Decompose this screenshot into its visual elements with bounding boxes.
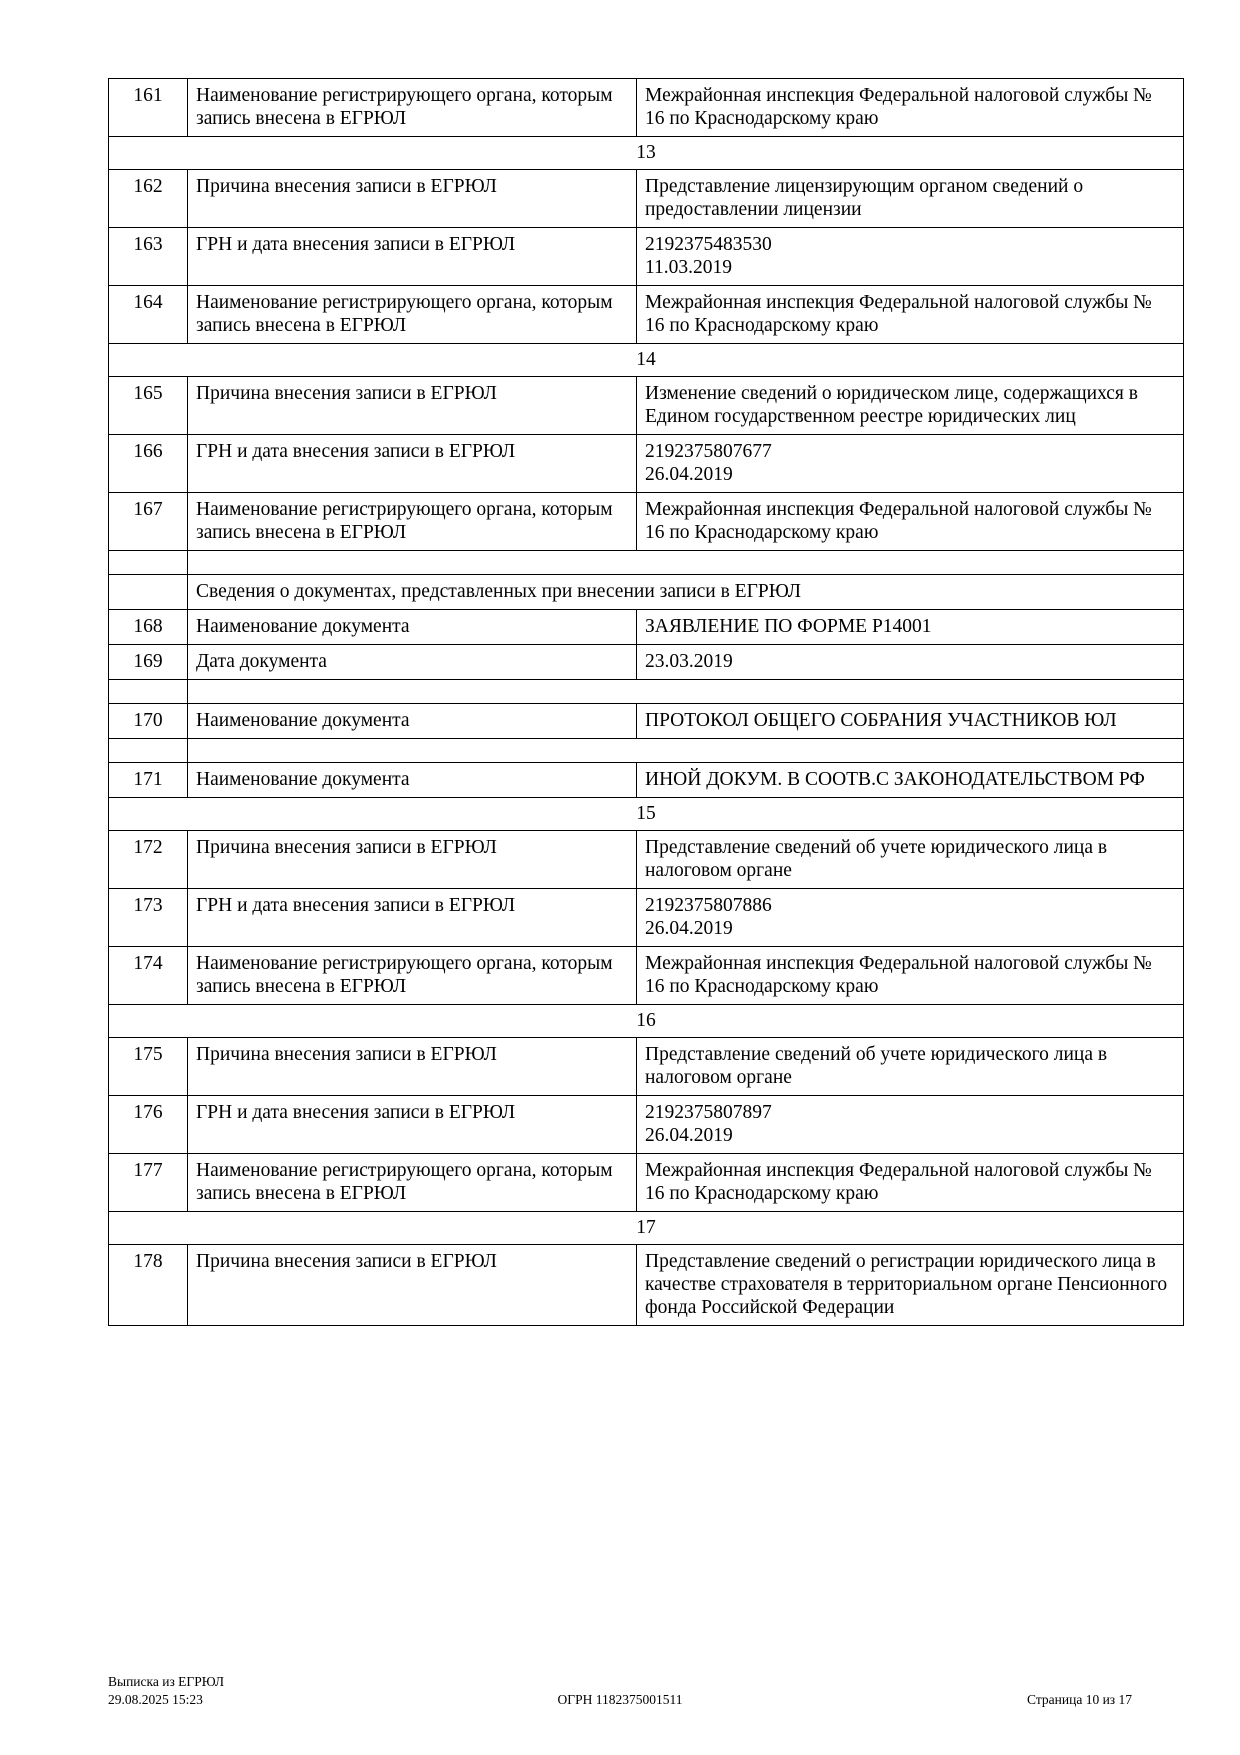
row-label: Наименование документа <box>188 610 637 645</box>
row-value: ПРОТОКОЛ ОБЩЕГО СОБРАНИЯ УЧАСТНИКОВ ЮЛ <box>637 704 1184 739</box>
row-value: Межрайонная инспекция Федеральной налоговой службы № 16 по Краснодарскому краю <box>637 79 1184 137</box>
row-value: Представление сведений об учете юридического лица в налоговом органе <box>637 1038 1184 1096</box>
egrul-records-table <box>108 78 1184 1326</box>
row-number: 165 <box>109 377 188 435</box>
footer-datetime: 29.08.2025 15:23 <box>108 1692 203 1707</box>
sub-header-row <box>109 575 1184 610</box>
spacer-cell-number <box>109 739 188 763</box>
table-row <box>109 610 1184 645</box>
row-value: 23.03.2019 <box>637 645 1184 680</box>
table-row <box>109 1154 1184 1212</box>
row-number: 175 <box>109 1038 188 1096</box>
row-number: 168 <box>109 610 188 645</box>
row-label: Дата документа <box>188 645 637 680</box>
table-row <box>109 763 1184 798</box>
spacer-row <box>109 551 1184 575</box>
spacer-cell <box>188 680 1184 704</box>
row-number: 178 <box>109 1245 188 1326</box>
footer-row-meta <box>108 1691 1132 1709</box>
table-row <box>109 1038 1184 1096</box>
table-row <box>109 645 1184 680</box>
row-label: Причина внесения записи в ЕГРЮЛ <box>188 377 637 435</box>
row-number: 173 <box>109 889 188 947</box>
section-divider-row <box>109 798 1184 831</box>
row-label: Наименование регистрирующего органа, которым запись внесена в ЕГРЮЛ <box>188 1154 637 1212</box>
table-row <box>109 493 1184 551</box>
table-row <box>109 228 1184 286</box>
row-number: 167 <box>109 493 188 551</box>
table-row <box>109 1096 1184 1154</box>
row-number: 162 <box>109 170 188 228</box>
row-value: Представление сведений об учете юридического лица в налоговом органе <box>637 831 1184 889</box>
row-value: 2192375483530 11.03.2019 <box>637 228 1184 286</box>
row-label: Наименование документа <box>188 704 637 739</box>
row-number: 166 <box>109 435 188 493</box>
table-row <box>109 1245 1184 1326</box>
spacer-row <box>109 739 1184 763</box>
table-row <box>109 704 1184 739</box>
row-value: 2192375807677 26.04.2019 <box>637 435 1184 493</box>
row-number: 174 <box>109 947 188 1005</box>
row-value: Межрайонная инспекция Федеральной налоговой службы № 16 по Краснодарскому краю <box>637 947 1184 1005</box>
table-body <box>109 79 1184 1326</box>
section-number: 16 <box>109 1005 1184 1038</box>
footer-page-number: Страница 10 из 17 <box>1027 1692 1132 1707</box>
table-row <box>109 170 1184 228</box>
row-label: Наименование регистрирующего органа, которым запись внесена в ЕГРЮЛ <box>188 493 637 551</box>
row-label: Наименование регистрирующего органа, которым запись внесена в ЕГРЮЛ <box>188 947 637 1005</box>
section-divider-row <box>109 137 1184 170</box>
spacer-row <box>109 680 1184 704</box>
row-value: ЗАЯВЛЕНИЕ ПО ФОРМЕ Р14001 <box>637 610 1184 645</box>
sub-header-text: Сведения о документах, представленных при внесении записи в ЕГРЮЛ <box>188 575 1184 610</box>
row-number: 170 <box>109 704 188 739</box>
row-label: Причина внесения записи в ЕГРЮЛ <box>188 1038 637 1096</box>
table-row <box>109 377 1184 435</box>
row-value: 2192375807897 26.04.2019 <box>637 1096 1184 1154</box>
row-label: ГРН и дата внесения записи в ЕГРЮЛ <box>188 228 637 286</box>
row-value: Межрайонная инспекция Федеральной налоговой службы № 16 по Краснодарскому краю <box>637 493 1184 551</box>
row-value: Межрайонная инспекция Федеральной налоговой службы № 16 по Краснодарскому краю <box>637 286 1184 344</box>
table-row <box>109 286 1184 344</box>
footer-row-title <box>108 1673 1132 1691</box>
row-label: Наименование документа <box>188 763 637 798</box>
spacer-cell-number <box>109 680 188 704</box>
row-label: Причина внесения записи в ЕГРЮЛ <box>188 1245 637 1326</box>
row-label: ГРН и дата внесения записи в ЕГРЮЛ <box>188 1096 637 1154</box>
spacer-cell <box>188 739 1184 763</box>
sub-header-spacer <box>109 575 188 610</box>
row-label: Причина внесения записи в ЕГРЮЛ <box>188 170 637 228</box>
row-label: Наименование регистрирующего органа, которым запись внесена в ЕГРЮЛ <box>188 79 637 137</box>
table-row <box>109 831 1184 889</box>
row-number: 177 <box>109 1154 188 1212</box>
table-row <box>109 947 1184 1005</box>
table-row <box>109 435 1184 493</box>
section-divider-row <box>109 1212 1184 1245</box>
row-value: Межрайонная инспекция Федеральной налоговой службы № 16 по Краснодарскому краю <box>637 1154 1184 1212</box>
row-number: 163 <box>109 228 188 286</box>
row-value: Представление сведений о регистрации юридического лица в качестве страхователя в территориальном органе Пенсионного фонда Российской Федерации <box>637 1245 1184 1326</box>
row-number: 164 <box>109 286 188 344</box>
row-number: 171 <box>109 763 188 798</box>
row-number: 169 <box>109 645 188 680</box>
row-value: ИНОЙ ДОКУМ. В СООТВ.С ЗАКОНОДАТЕЛЬСТВОМ РФ <box>637 763 1184 798</box>
row-label: ГРН и дата внесения записи в ЕГРЮЛ <box>188 889 637 947</box>
row-label: Причина внесения записи в ЕГРЮЛ <box>188 831 637 889</box>
section-divider-row <box>109 1005 1184 1038</box>
spacer-cell <box>188 551 1184 575</box>
footer-document-title: Выписка из ЕГРЮЛ <box>108 1674 225 1689</box>
spacer-cell-number <box>109 551 188 575</box>
section-number: 15 <box>109 798 1184 831</box>
row-value: Изменение сведений о юридическом лице, содержащихся в Едином государственном реестре юридических лиц <box>637 377 1184 435</box>
section-number: 17 <box>109 1212 1184 1245</box>
table-row <box>109 889 1184 947</box>
row-value: 2192375807886 26.04.2019 <box>637 889 1184 947</box>
row-number: 161 <box>109 79 188 137</box>
section-number: 14 <box>109 344 1184 377</box>
footer-ogrn: ОГРН 1182375001511 <box>557 1692 683 1707</box>
row-label: ГРН и дата внесения записи в ЕГРЮЛ <box>188 435 637 493</box>
table-row <box>109 79 1184 137</box>
page-footer <box>108 1673 1132 1709</box>
row-number: 176 <box>109 1096 188 1154</box>
row-label: Наименование регистрирующего органа, которым запись внесена в ЕГРЮЛ <box>188 286 637 344</box>
row-number: 172 <box>109 831 188 889</box>
section-divider-row <box>109 344 1184 377</box>
row-value: Представление лицензирующим органом сведений о предоставлении лицензии <box>637 170 1184 228</box>
section-number: 13 <box>109 137 1184 170</box>
